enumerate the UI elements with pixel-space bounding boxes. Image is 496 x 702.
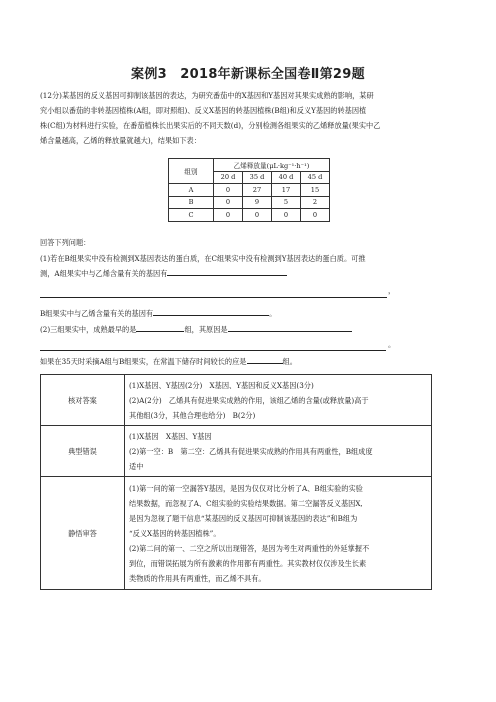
table-cell-group: C: [169, 209, 214, 222]
intro-line: 株(C组)为材料进行实验，在番茄植株长出果实后的不同天数(d)，分别检测各组果实的乙烯释放量(果实中乙: [40, 121, 381, 130]
table-row: [41, 477, 432, 590]
answer-blank[interactable]: [247, 355, 283, 364]
content-line: “反义X基因的转基因植株”。: [129, 528, 221, 538]
answer-blank[interactable]: [136, 323, 184, 332]
ethylene-table: [168, 158, 330, 222]
content-line: (2)第二问的第一、二空之所以出现错答，是因为考生对两重性的外延掌握不: [129, 543, 370, 553]
content-line: 其他组(3分，其他合理也给分) B(2分): [129, 410, 256, 420]
table-header-day: 45 d: [301, 171, 330, 184]
content-line: 类物质的作用具有两重性，而乙烯不具有。: [129, 573, 266, 583]
table-cell: 0: [272, 209, 301, 222]
intro-line: 烯含量越高，乙烯的释放量就越大)，结果如下表：: [40, 136, 201, 145]
intro-line: (12分)某基因的反义基因可抑制该基因的表达，为研究番茄中的X基因和Y基因对其果实成熟的影响，某研: [40, 91, 374, 100]
content-line: (1)X基因、Y基因(2分) X基因、Y基因和反义X基因(3分): [129, 380, 314, 390]
row-content: [125, 375, 432, 426]
row-label: 典型错误: [41, 426, 125, 477]
answer-prompt: 回答下列问题：: [40, 238, 91, 247]
table-cell: 5: [272, 196, 301, 209]
table-cell: 0: [243, 209, 272, 222]
question-2: [40, 322, 460, 337]
table-header-measure: 乙烯释放量(μL·kg⁻¹·h⁻¹): [214, 159, 330, 172]
content-line: 到位，而错误拓展为所有激素的作用都有两重性。其实教材仅仅涉及生长素: [129, 558, 367, 568]
content-line: 适中: [129, 461, 144, 471]
page-title: 案例3 2018年新课标全国卷Ⅱ第29题: [131, 67, 365, 82]
table-header-day: 35 d: [243, 171, 272, 184]
table-cell: 0: [214, 196, 243, 209]
content-line: (1)X基因 X基因、Y基因: [129, 431, 212, 441]
table-row: [169, 196, 330, 209]
answer-blank-line[interactable]: [40, 297, 387, 298]
answer-blank[interactable]: [153, 307, 269, 316]
row-content: [125, 477, 432, 590]
intro-line: 究小组以番茄的非转基因植株(A组，即对照组)、反义X基因的转基因植株(B组)和反义Y基因的转基因植: [40, 106, 367, 115]
question-2b: [40, 354, 460, 369]
q1-text: B组果实中与乙烯含量有关的基因有: [40, 309, 154, 318]
table-cell: 27: [243, 184, 272, 197]
q1-period: 。: [269, 309, 277, 318]
content-line: (2)A(2分) 乙烯具有促进果实成熟的作用，该组乙烯的含量(或释放量)高于: [129, 395, 369, 405]
table-header-group: 组别: [169, 159, 214, 184]
table-header-day: 20 d: [214, 171, 243, 184]
table-cell: 17: [272, 184, 301, 197]
q1-comma: ，: [388, 286, 396, 295]
table-cell: 15: [301, 184, 330, 197]
q1-text: 测，A组果实中与乙烯含量有关的基因有: [40, 269, 168, 278]
q2-period: 。: [388, 340, 396, 349]
answer-blank-line[interactable]: [40, 350, 386, 351]
q2-text: 如果在35天时采摘A组与B组果实，在常温下储存时间较长的应是: [40, 357, 247, 366]
q1-line: (1)若在B组果实中没有检测到X基因表达的蛋白质，在C组果实中没有检测到Y基因表达的蛋白质。可推: [40, 254, 366, 263]
table-row: [169, 184, 330, 197]
content-line: (2)第一空：B 第二空：乙烯具有促进果实成熟的作用具有两重性，B组成度: [129, 446, 373, 456]
table-row: [169, 209, 330, 222]
answer-analysis-table: [40, 374, 432, 590]
answer-blank[interactable]: [228, 323, 352, 332]
table-cell-group: A: [169, 184, 214, 197]
table-cell-group: B: [169, 196, 214, 209]
q2-text: 组。: [282, 357, 297, 366]
table-header-day: 40 d: [272, 171, 301, 184]
table-cell: 0: [214, 209, 243, 222]
table-cell: 0: [301, 209, 330, 222]
table-row: [41, 375, 432, 426]
row-content: [125, 426, 432, 477]
q1-line: [40, 266, 460, 281]
question-intro: [40, 88, 460, 148]
table-row: [41, 426, 432, 477]
table-cell: 0: [214, 184, 243, 197]
table-cell: 2: [301, 196, 330, 209]
content-line: 结果数据，而忽视了A、C组实验的实验结果数据。第二空漏答反义基因X,: [129, 498, 363, 508]
question-1b: [40, 306, 460, 321]
q2-text: 组，其原因是: [184, 325, 228, 334]
table-cell: 9: [243, 196, 272, 209]
content-line: (1)第一问的第一空漏答Y基因，是因为仅仅对比分析了A、B组实验的实验: [129, 483, 363, 493]
answer-blank[interactable]: [167, 267, 287, 276]
content-line: 是因为忽视了题干信息“某基因的反义基因可抑制该基因的表达”和B组为: [129, 513, 358, 523]
row-label: 静悟审答: [41, 477, 125, 590]
row-label: 核对答案: [41, 375, 125, 426]
question-1: [40, 251, 460, 281]
q2-text: (2)三组果实中，成熟最早的是: [40, 325, 137, 334]
